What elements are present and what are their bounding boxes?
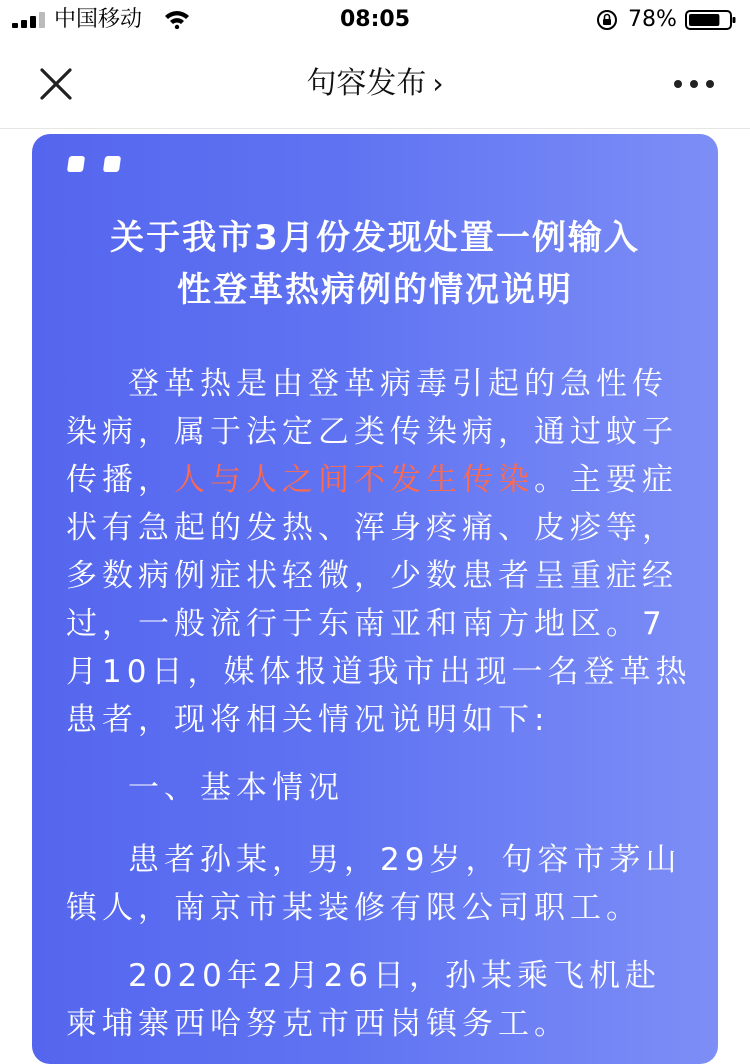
decorative-square-icon [67,156,85,172]
article-title [32,212,718,316]
intro-paragraph [66,360,696,744]
rotation-lock-icon [596,9,618,31]
patient-info-paragraph: 患者孙某，男，29岁，句容市茅山镇人，南京市某装修有限公司职工。 [66,842,682,926]
decorative-square-icon [103,156,121,172]
travel-paragraph: 2020年2月26日，孙某乘飞机赴柬埔寨西哈努克市西岗镇务工。 [66,958,662,1042]
battery-icon [685,10,737,30]
article-card [32,134,718,1064]
more-icon[interactable] [672,72,716,96]
nav-title-text: 句容发布 [306,66,427,101]
battery-percent: 78% [628,7,677,32]
intro-text-continued: 。主要症状有急起的发热、浑身疼痛、皮疹等，多数病例症状轻微，少数患者呈重症经过，一般流行于东南亚和南方地区。7月10日，媒体报道我市出现一名登革热患者，现将相关情况说明如下: [66,462,692,738]
highlighted-text: 人与人之间不发生传染 [174,462,534,498]
article-title-line: 关于我市3月份发现处置一例输入 [110,218,640,258]
carrier-name: 中国移动 [54,7,143,32]
section-heading: 一、基本情况 [128,770,344,806]
account-title-link[interactable] [0,62,750,106]
chevron-right-icon: › [432,67,444,100]
clock: 08:05 [339,7,411,32]
nav-bar [0,40,750,129]
status-bar [0,0,750,40]
article-title-line: 性登革热病例的情况说明 [177,270,573,310]
intro-text: 登革热是由登革病毒引起的急性传染病，属于法定乙类传染病，通过蚊子传播， [66,366,678,498]
